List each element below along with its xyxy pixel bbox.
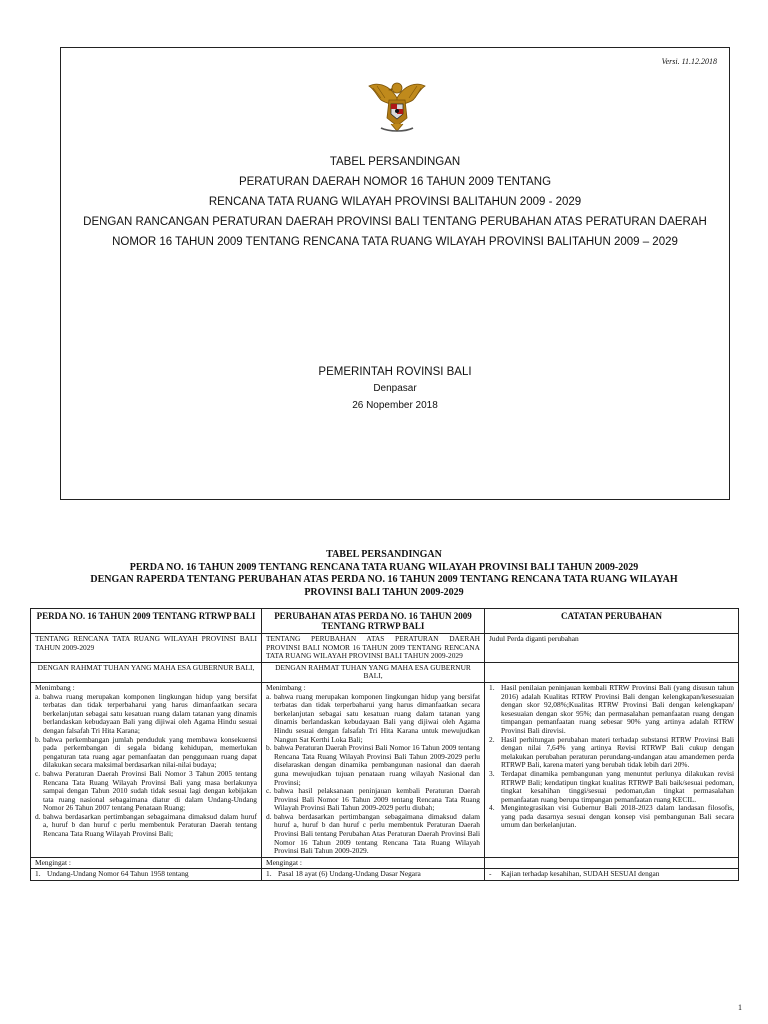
menimbang-notes [485,682,739,857]
document-date: 26 Nopember 2018 [352,400,438,411]
page-number: 1 [738,1003,742,1012]
list-item: 4. Mengintegrasikan visi Gubernur Bali 2018-2023 dalam landasan filosofis, yang pada dasarnya sesuai dengan konsep visi pembangunan Bali secara umum dan berkelanjutan. [489,803,734,830]
table-row [31,869,739,881]
garuda-emblem-icon [367,76,427,134]
menimbang-label: Menimbang : [35,682,75,692]
government-name: PEMERINTAH ROVINSI BALI [318,366,472,378]
list-item: b. bahwa Peraturan Daerah Provinsi Bali Nomor 16 Tahun 2009 tentang Rencana Tata Ruang Wilayah Provinsi Bali Tahun 2009-2029 perlu diselaraskan dengan dinamika pembangunan nasional dan daerah guna mewujudkan tujuan penataan ruang wilayah Nasional dan Provinsi; [266,743,480,787]
list-item: a. bahwa ruang merupakan komponen lingkungan hidup yang bersifat terbatas dan tidak terperbaharui yang harus dimanfaatkan secara berkelanjutan sebagai satu kesatuan ruang dalam tatanan yang dinamis berlandaskan kebudayaan Bali yang dijiwai oleh Agama Hindu sesuai dengan falsafah Tri Hita Karana untuk mewujudkan Nangun Sat Kerthi Loka Bali; [266,691,480,744]
table-row [31,857,739,869]
list-item: d. bahwa berdasarkan pertimbangan sebagaimana dimaksud dalam huruf a, huruf b dan huruf c perlu membentuk Peraturan Daerah Provinsi Bali tentang Perubahan Atas Peraturan Daerah Provinsi Bali Nomor 16 Tahun 2009 tentang Rencana Tata Ruang Wilayah Provinsi Bali Tahun 2009-2029. [266,811,480,856]
title-old: TENTANG RENCANA TATA RUANG WILAYAH PROVINSI BALI TAHUN 2009-2029 [31,634,262,663]
rahmat-old: DENGAN RAHMAT TUHAN YANG MAHA ESA GUBERNUR BALI, [31,662,262,682]
menimbang-new [262,682,485,857]
table-row [31,682,739,857]
section-title-line: DENGAN RAPERDA TENTANG PERUBAHAN ATAS PERDA NO. 16 TAHUN 2009 TENTANG RENCANA TATA RUANG WILAYAH [90,574,678,585]
city-name: Denpasar [373,383,417,394]
cover-title-line: PERATURAN DAERAH NOMOR 16 TAHUN 2009 TENTANG [238,176,552,188]
mengingat-new [262,857,485,869]
menimbang-old [31,682,262,857]
table-row [31,662,739,682]
section-title-line: TABEL PERSANDINGAN [326,549,442,560]
list-item: 3. Terdapat dinamika pembangunan yang menuntut perlunya dilakukan revisi RTRWP Bali; kendatipun tingkat kualitas RTRWP Bali baik/sesuai pedoman, tingkat kesahihan tinggi/sesuai pedoman,dan tingkat permasalahan pemanfaatan ruang berupa timpangan pemanfaatan ruang KECIL. [489,768,734,804]
cover-title-block [61,152,729,252]
mengingat-note-empty [485,857,739,869]
table-row [31,634,739,663]
mengingat-new-item: 1. Pasal 18 ayat (6) Undang-Undang Dasar Negara [262,869,485,881]
title-note: Judul Perda diganti perubahan [485,634,739,663]
mengingat-old-item: 1. Undang-Undang Nomor 64 Tahun 1958 tentang [31,869,262,881]
rahmat-note-empty [485,662,739,682]
section-title-line: PROVINSI BALI TAHUN 2009-2029 [304,586,464,598]
mengingat-label: Mengingat : [35,857,71,867]
cover-government-block [61,364,729,414]
cover-title-line: NOMOR 16 TAHUN 2009 TENTANG RENCANA TATA RUANG WILAYAH PROVINSI BALITAHUN 2009 – 2029 [112,236,678,248]
mengingat-note-item: - Kajian terhadap kesahihan, SUDAH SESUAI dengan [485,869,739,881]
menimbang-label: Menimbang : [266,682,306,692]
title-new: TENTANG PERUBAHAN ATAS PERATURAN DAERAH PROVINSI BALI NOMOR 16 TAHUN 2009 TENTANG RENCANA TATA RUANG WILAYAH PROVINSI BALI TAHUN 2009-2029 [262,634,485,663]
cover-title-line: DENGAN RANCANGAN PERATURAN DAERAH PROVINSI BALI TENTANG PERUBAHAN ATAS PERATURAN DAERAH [83,216,707,228]
list-item: 1. Hasil penilaian peninjauan kembali RTRW Provinsi Bali (yang disusun tahun 2016) adalah Kualitas RTRW Provinsi Bali dengan kelengkapan/kesesuaian dengan skor 92,08%;Kualitas RTRW Provinsi Bali dengan kelengkapan/ kesesuaian dengan skor 95%; dan permasalahan pemanfaatan ruang dengan timpangan pemanfaatan ruang sebesar 90% yang artinya adalah RTRW Provinsi Bali direvisi. [489,682,734,735]
mengingat-old [31,857,262,869]
header-amendment: PERUBAHAN ATAS PERDA NO. 16 TAHUN 2009 TENTANG RTRWP BALI [262,609,485,634]
rahmat-new: DENGAN RAHMAT TUHAN YANG MAHA ESA GUBERNUR BALI, [262,662,485,682]
header-change-notes: CATATAN PERUBAHAN [485,609,739,634]
cover-title-line: RENCANA TATA RUANG WILAYAH PROVINSI BALITAHUN 2009 - 2029 [208,196,582,208]
comparison-table [30,608,739,881]
version-label: Versi. 11.12.2018 [661,57,717,66]
list-item: d. bahwa berdasarkan pertimbangan sebagaimana dimaksud dalam huruf a, huruf b dan huruf c perlu membentuk Peraturan Daerah tentang Rencana Tata Ruang Wilayah Provinsi Bali; [35,811,257,839]
list-item: c. bahwa Peraturan Daerah Provinsi Bali Nomor 3 Tahun 2005 tentang Rencana Tata Ruang Wilayah Provinsi Bali yang masa berlakunya sampai dengan Tahun 2010 sudah tidak sesuai lagi dengan kebijakan tata ruang nasional sebagaimana diatur di dalam Undang-Undang Nomor 26 Tahun 2007 tentang Penataan Ruang; [35,768,257,813]
header-old-perda: PERDA NO. 16 TAHUN 2009 TENTANG RTRWP BALI [31,609,262,634]
section-title-block [0,549,768,599]
list-item: c. bahwa hasil pelaksanaan peninjauan kembali Peraturan Daerah Provinsi Bali Nomor 16 Tahun 2009 tentang Rencana Tata Ruang Wilayah Provinsi Bali Tahun 2009-2029 perlu diubah; [266,786,480,813]
list-item: b. bahwa perkembangan jumlah penduduk yang membawa konsekuensi pada perkembangan di segala bidang kehidupan, memerlukan pengaturan tata ruang agar pemanfaatan dan penggunaan ruang dapat dilakukan secara maksimal berdasarkan nilai-nilai budaya; [35,734,257,770]
table-header-row [31,609,739,634]
mengingat-label: Mengingat : [266,857,302,867]
list-item: 2. Hasil perhitungan perubahan materi terhadap substansi RTRW Provinsi Bali dengan nilai 7,64% yang artinya Revisi RTRWP Bali cukup dengan melakukan perubahan peraturan perundang-undangan atau amandemen perda RTRWP Bali, karena materi yang berubah tidak lebih dari 20%. [489,734,734,770]
list-item: a. bahwa ruang merupakan komponen lingkungan hidup yang bersifat terbatas dan tidak terperbaharui yang harus dimanfaatkan secara berkelanjutan sebagai satu kesatuan ruang dalam tatanan yang dinamis berlandaskan kebudayaan Bali yang dijiwai oleh Agama Hindu sesuai dengan falsafah Tri Hita Karana; [35,691,257,735]
cover-page-frame [60,47,730,500]
section-title-line: PERDA NO. 16 TAHUN 2009 TENTANG RENCANA TATA RUANG WILAYAH PROVINSI BALI TAHUN 2009-2029 [129,561,639,573]
cover-title-line: TABEL PERSANDINGAN [329,156,461,168]
